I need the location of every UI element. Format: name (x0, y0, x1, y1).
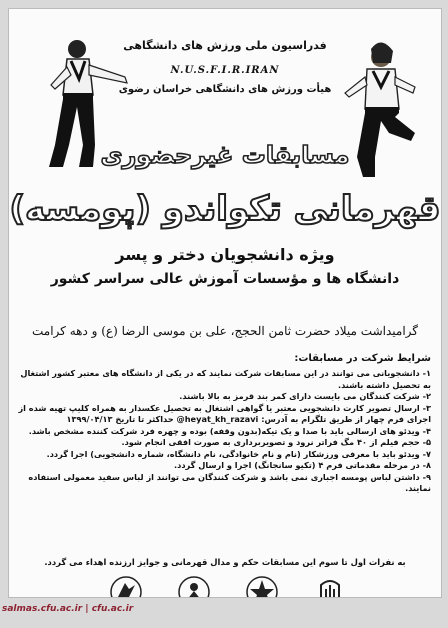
condition-item: ۱- دانشجویانی می توانند در این مسابقات شرکت نمایند که در یکی از دانشگاه های معتبر کشور اشتغال به تحصیل داشته باشند. (20, 368, 431, 390)
logo-strip (109, 575, 341, 598)
awards-note: به نفرات اول تا سوم این مسابقات حکم و مدال قهرمانی و جوایز ارزنده اهداء می گردد. (44, 557, 406, 567)
condition-item: ۸- در مرحله مقدماتی فرم ۴ (تکیو سانجانگ) اجرا و ارسال گردد. (174, 460, 431, 470)
conditions-title: شرایط شرکت در مسابقات: (294, 353, 431, 364)
condition-item: ۵- حجم فیلم از ۴۰ مگ فراتر نرود و تصویربرداری به صورت افقی انجام شود. (121, 437, 431, 447)
condition-item: ۷- ویدئو باید با معرفی ورزشکار (نام و نام خانوادگی، نام دانشگاه، شماره دانشجویی) اجرا گردد. (46, 448, 431, 459)
condition-item: ۳- ارسال تصویر کارت دانشجویی معتبر یا گواهی اشتغال به تحصیل عکسدار به همراه کلیپ تهیه شده از اجرای فرم چهار از طریق تلگرام به آدرس: heyat_kh_razavi@ حداکثر تا تاریخ ۱۳۹۹/۰۴/۱۳ (18, 402, 431, 424)
institutions-subtitle: دانشگاه ها و مؤسسات آموزش عالی سراسر کشور (50, 271, 400, 287)
condition-item: ۹- داشتن لباس پومسه اجباری نمی باشد و شرکت کنندگان می توانند از لباس سفید معمولی استفاده نمایند. (28, 471, 431, 493)
student-sports-federation-icon (177, 575, 211, 598)
sports-board-name: هیأت ورزش های دانشگاهی خراسان رضوی (118, 84, 332, 95)
university-emblem-icon (313, 575, 347, 598)
taekwondo-emblem-icon (109, 575, 143, 598)
main-title: قهرمانی تکواندو (پومسه) (9, 189, 441, 229)
federation-abbreviation: N.U.S.F.I.R.IRAN (170, 65, 280, 76)
dedication-line: گرامیداشت میلاد حضرت ثامن الحجج، علی بن موسی الرضا (ع) و دهه کرامت (32, 324, 418, 338)
condition-item: ۲- شرکت کنندگان می بایست دارای کمر بند قرمز به بالا باشند. (179, 391, 431, 401)
website-watermark: salmas.cfu.ac.ir | cfu.ac.ir (2, 604, 134, 614)
federation-name: فدراسیون ملی ورزش های دانشگاهی (123, 39, 327, 52)
competition-type-title: مسابقات غیرحضوری (100, 141, 350, 169)
conditions-section (15, 353, 431, 495)
condition-item: ۴- ویدئو های ارسالی باید با صدا و یک تیکه(بدون وقفه) بوده و چهره فرد شرکت کننده مشخص باشد. (28, 425, 431, 436)
poster (8, 8, 442, 598)
audience-subtitle: ویژه دانشجویان دختر و پسر (115, 245, 335, 264)
sports-board-khorasan-icon (245, 575, 279, 598)
